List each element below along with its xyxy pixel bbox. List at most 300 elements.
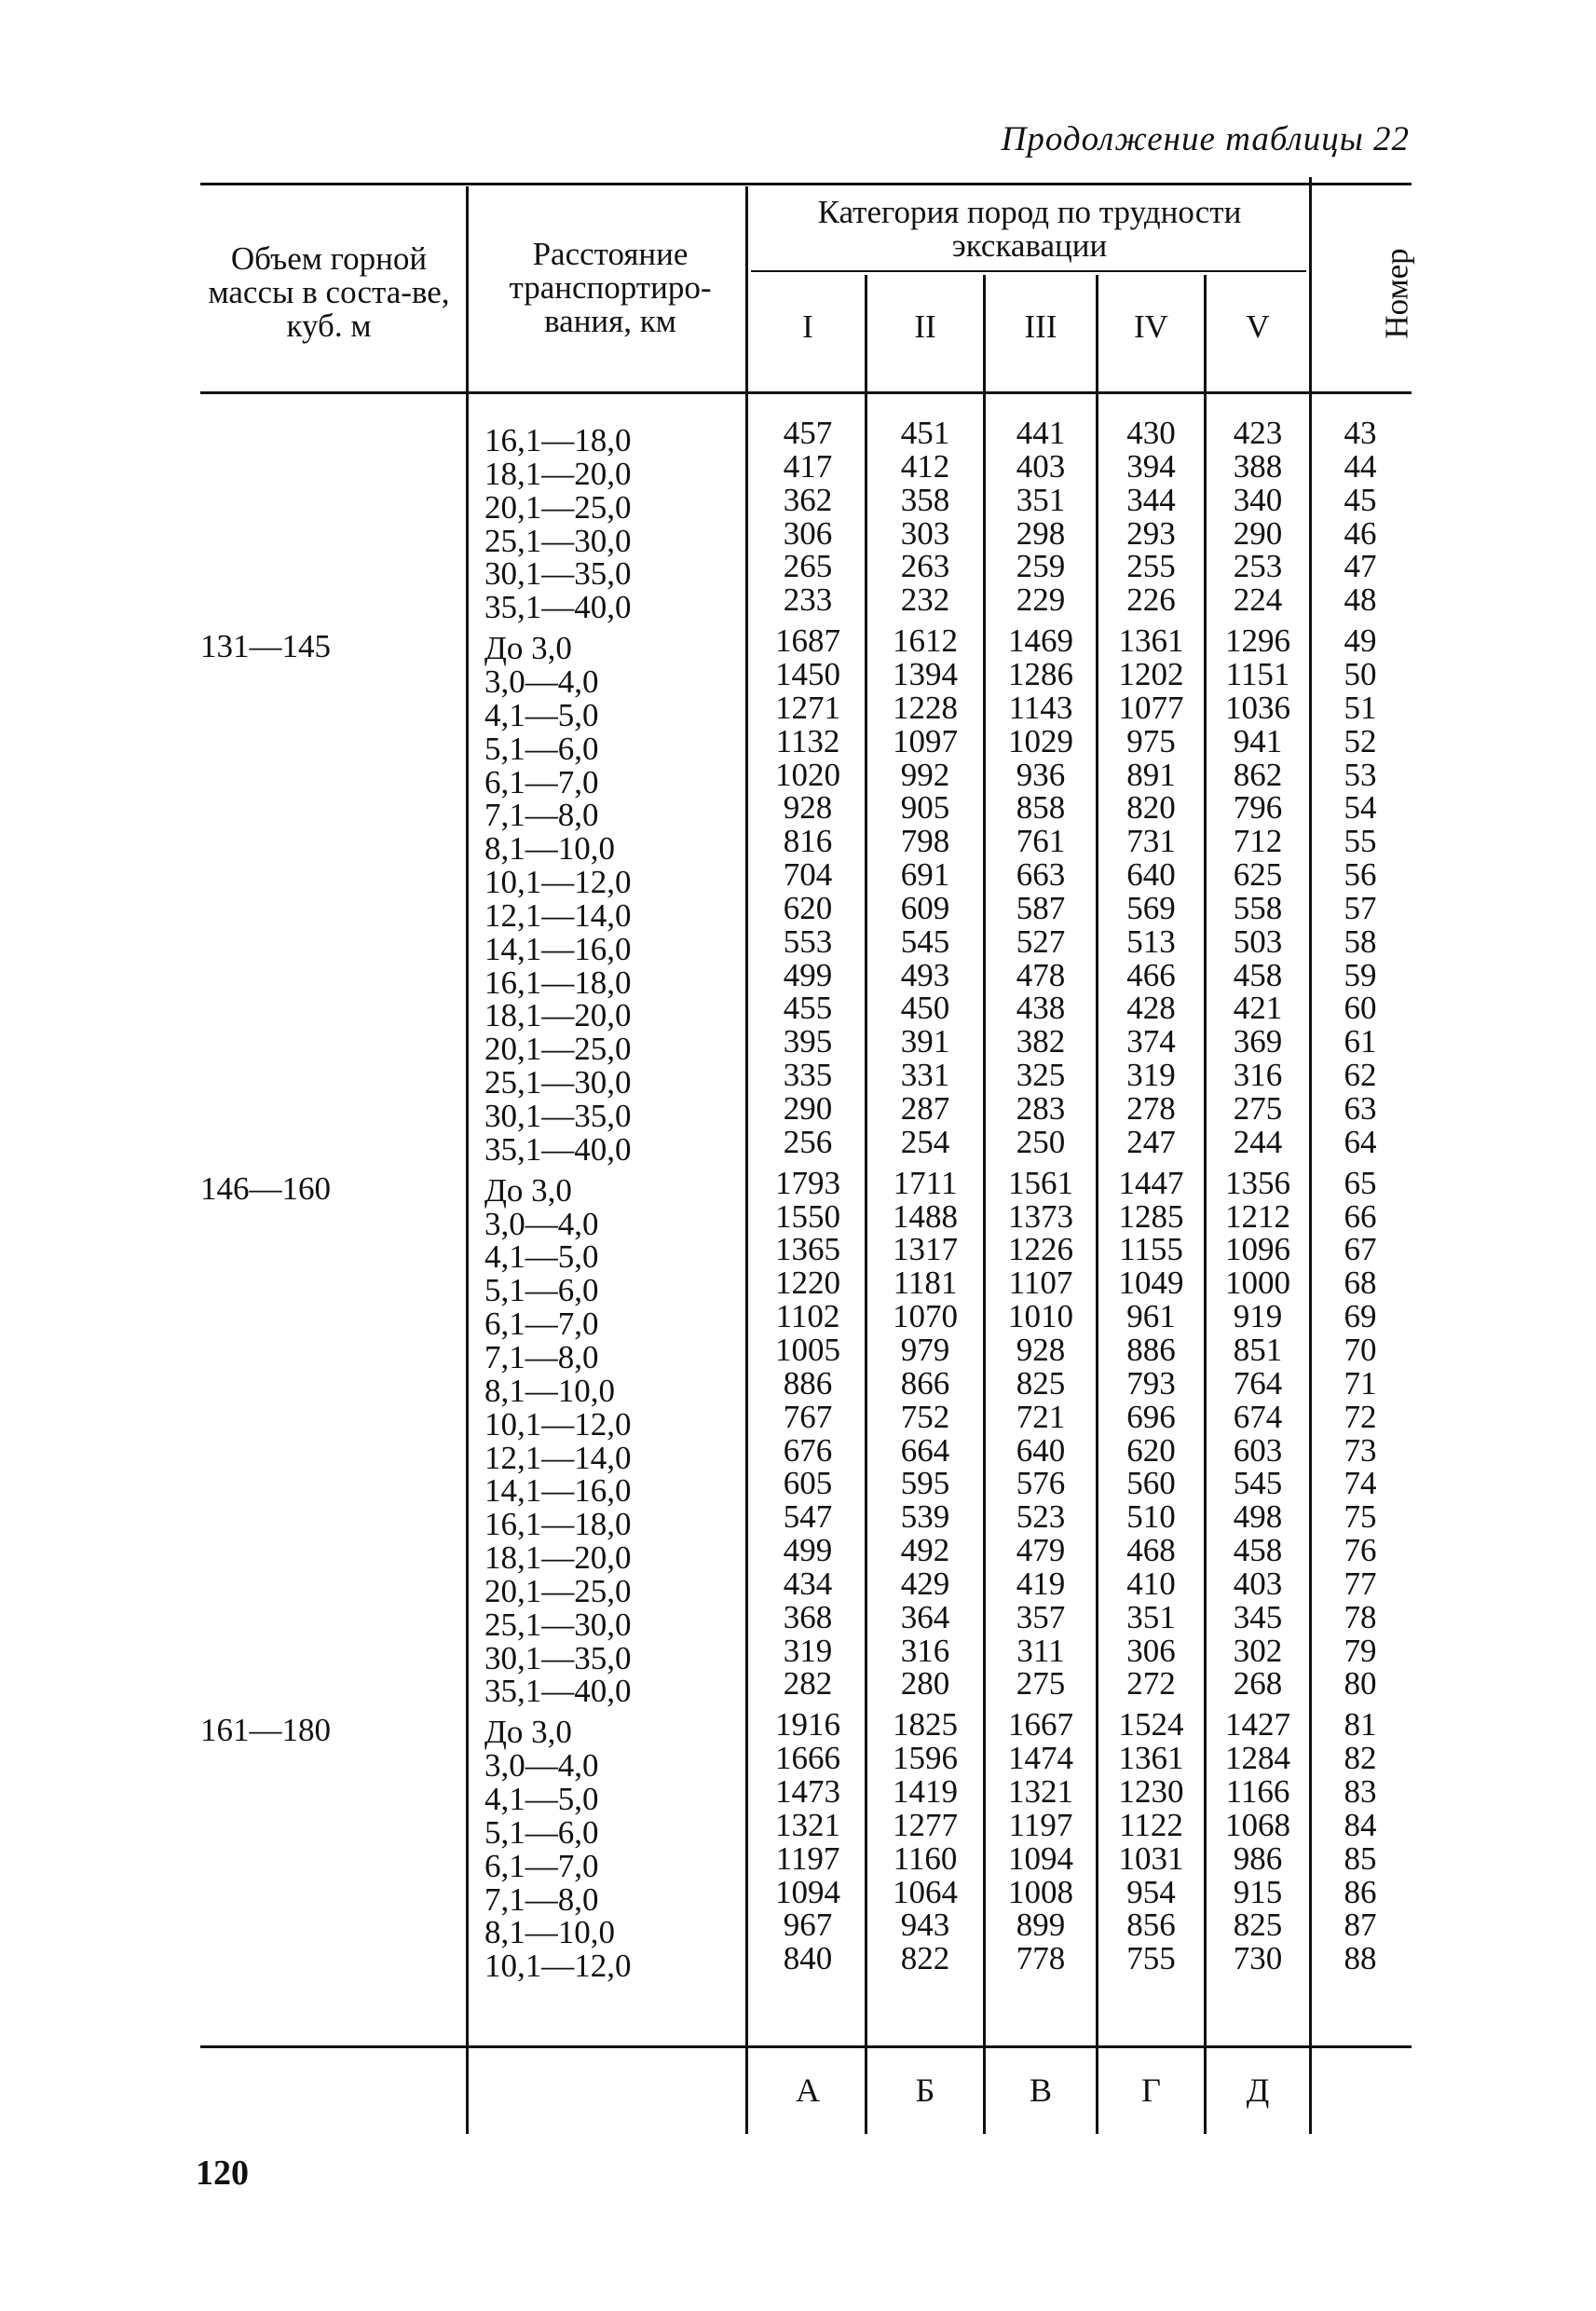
value-cell: 936 (1016, 756, 1066, 793)
value-cell: 755 (1126, 1940, 1176, 1977)
header-roman-1: I (802, 308, 813, 345)
value-cell: 1612 (893, 622, 958, 660)
value-cell: 664 (900, 1431, 950, 1469)
distance-cell: До 3,0 (484, 1714, 572, 1751)
value-cell: 712 (1233, 823, 1283, 860)
row-number-cell: 87 (1344, 1907, 1377, 1944)
value-cell: 1005 (775, 1331, 840, 1368)
distance-cell: 6,1—7,0 (484, 1847, 599, 1884)
value-cell: 816 (783, 823, 833, 860)
value-cell: 306 (1126, 1632, 1176, 1669)
value-cell: 1447 (1118, 1164, 1184, 1201)
value-cell: 306 (783, 514, 833, 552)
value-cell: 290 (783, 1090, 833, 1127)
value-cell: 503 (1233, 923, 1283, 960)
distance-cell: 4,1—5,0 (484, 696, 599, 733)
value-cell: 224 (1233, 581, 1283, 619)
value-cell: 1285 (1118, 1197, 1184, 1235)
value-cell: 410 (1126, 1565, 1176, 1602)
distance-cell: 5,1—6,0 (484, 1272, 599, 1309)
row-number-cell: 74 (1344, 1465, 1377, 1502)
value-cell: 278 (1126, 1090, 1176, 1127)
value-cell: 547 (783, 1498, 833, 1536)
value-cell: 539 (900, 1498, 950, 1536)
value-cell: 1020 (775, 756, 840, 793)
row-number-cell: 55 (1344, 823, 1377, 860)
value-cell: 344 (1126, 481, 1176, 518)
value-cell: 302 (1233, 1632, 1283, 1669)
value-cell: 280 (900, 1665, 950, 1702)
value-cell: 1271 (775, 689, 840, 726)
value-cell: 394 (1126, 447, 1176, 485)
distance-cell: 3,0—4,0 (484, 1747, 599, 1785)
distance-cell: 12,1—14,0 (484, 896, 632, 934)
value-cell: 233 (783, 581, 833, 619)
value-cell: 1361 (1118, 1740, 1184, 1777)
value-cell: 1212 (1225, 1197, 1290, 1235)
value-cell: 1166 (1225, 1773, 1290, 1810)
value-cell: 891 (1126, 756, 1176, 793)
value-cell: 429 (900, 1565, 950, 1602)
value-cell: 943 (900, 1907, 950, 1944)
row-number-cell: 70 (1344, 1331, 1377, 1368)
distance-cell: До 3,0 (484, 1171, 572, 1209)
volume-range: 131—145 (200, 628, 331, 665)
value-cell: 856 (1126, 1907, 1176, 1944)
value-cell: 761 (1016, 823, 1066, 860)
value-cell: 1010 (1008, 1298, 1073, 1335)
value-cell: 1155 (1119, 1231, 1183, 1268)
row-number-cell: 53 (1344, 756, 1377, 793)
value-cell: 455 (783, 990, 833, 1027)
value-cell: 1160 (893, 1839, 958, 1877)
value-cell: 620 (783, 889, 833, 926)
value-cell: 368 (783, 1598, 833, 1635)
distance-cell: 8,1—10,0 (484, 1914, 615, 1951)
row-number-cell: 59 (1344, 956, 1377, 993)
value-cell: 527 (1016, 923, 1066, 960)
value-cell: 357 (1016, 1598, 1066, 1635)
value-cell: 793 (1126, 1364, 1176, 1402)
value-cell: 979 (900, 1331, 950, 1368)
row-number-cell: 50 (1344, 655, 1377, 692)
value-cell: 825 (1233, 1907, 1283, 1944)
value-cell: 674 (1233, 1398, 1283, 1435)
distance-cell: 25,1—30,0 (484, 1606, 632, 1643)
value-cell: 1550 (775, 1197, 840, 1235)
value-cell: 391 (900, 1023, 950, 1060)
value-cell: 730 (1233, 1940, 1283, 1977)
value-cell: 226 (1126, 581, 1176, 619)
row-number-cell: 73 (1344, 1431, 1377, 1469)
value-cell: 595 (900, 1465, 950, 1502)
value-cell: 256 (783, 1123, 833, 1160)
row-number-cell: 88 (1344, 1940, 1377, 1977)
header-volume: Объем горной массы в соста-ве, куб. м (208, 240, 450, 344)
value-cell: 412 (900, 447, 950, 485)
value-cell: 458 (1233, 956, 1283, 993)
value-cell: 369 (1233, 1023, 1283, 1060)
distance-cell: 5,1—6,0 (484, 1813, 599, 1851)
value-cell: 362 (783, 481, 833, 518)
distance-cell: 3,0—4,0 (484, 663, 599, 700)
row-number-cell: 85 (1344, 1839, 1377, 1877)
value-cell: 825 (1016, 1364, 1066, 1402)
value-cell: 545 (900, 923, 950, 960)
distance-cell: 25,1—30,0 (484, 522, 632, 559)
value-cell: 975 (1126, 722, 1176, 759)
value-cell: 1143 (1008, 689, 1073, 726)
value-cell: 1029 (1008, 722, 1073, 759)
value-cell: 1132 (775, 722, 840, 759)
value-cell: 1277 (893, 1806, 958, 1843)
value-cell: 696 (1126, 1398, 1176, 1435)
value-cell: 1220 (775, 1265, 840, 1302)
row-number-cell: 82 (1344, 1740, 1377, 1777)
value-cell: 417 (783, 447, 833, 485)
v-rule-2 (745, 186, 748, 2134)
distance-cell: 6,1—7,0 (484, 1306, 599, 1343)
row-number-cell: 86 (1344, 1873, 1377, 1910)
row-number-cell: 66 (1344, 1197, 1377, 1235)
row-number-cell: 49 (1344, 622, 1377, 660)
value-cell: 767 (783, 1398, 833, 1435)
distance-cell: 3,0—4,0 (484, 1205, 599, 1242)
value-cell: 905 (900, 789, 950, 827)
value-cell: 605 (783, 1465, 833, 1502)
distance-cell: 12,1—14,0 (484, 1439, 632, 1476)
row-number-cell: 75 (1344, 1498, 1377, 1536)
row-number-cell: 64 (1344, 1123, 1377, 1160)
value-cell: 899 (1016, 1907, 1066, 1944)
header-roman-5: V (1246, 308, 1270, 345)
value-cell: 558 (1233, 889, 1283, 926)
row-number-cell: 84 (1344, 1806, 1377, 1843)
value-cell: 928 (1016, 1331, 1066, 1368)
value-cell: 1122 (1119, 1806, 1183, 1843)
value-cell: 1596 (893, 1740, 958, 1777)
value-cell: 961 (1126, 1298, 1176, 1335)
distance-cell: 25,1—30,0 (484, 1064, 632, 1101)
row-number-cell: 60 (1344, 990, 1377, 1027)
value-cell: 866 (900, 1364, 950, 1402)
value-cell: 382 (1016, 1023, 1066, 1060)
page-number: 120 (196, 2154, 249, 2193)
header-category: Категория пород по трудности экскавации (817, 194, 1242, 264)
value-cell: 1427 (1225, 1706, 1290, 1744)
header-roman-3: III (1024, 308, 1057, 345)
row-number-cell: 78 (1344, 1598, 1377, 1635)
value-cell: 1096 (1225, 1231, 1290, 1268)
value-cell: 466 (1126, 956, 1176, 993)
row-number-cell: 63 (1344, 1090, 1377, 1127)
value-cell: 259 (1016, 548, 1066, 585)
value-cell: 1077 (1118, 689, 1184, 726)
distance-cell: 7,1—8,0 (484, 797, 599, 834)
value-cell: 478 (1016, 956, 1066, 993)
distance-cell: 7,1—8,0 (484, 1880, 599, 1918)
value-cell: 492 (900, 1532, 950, 1569)
row-number-cell: 47 (1344, 548, 1377, 585)
value-cell: 1064 (893, 1873, 958, 1910)
row-number-cell: 52 (1344, 722, 1377, 759)
value-cell: 255 (1126, 548, 1176, 585)
row-number-cell: 72 (1344, 1398, 1377, 1435)
value-cell: 752 (900, 1398, 950, 1435)
value-cell: 1228 (893, 689, 958, 726)
value-cell: 287 (900, 1090, 950, 1127)
value-cell: 364 (900, 1598, 950, 1635)
value-cell: 340 (1233, 481, 1283, 518)
distance-cell: 5,1—6,0 (484, 730, 599, 767)
value-cell: 545 (1233, 1465, 1283, 1502)
value-cell: 1197 (775, 1839, 840, 1877)
row-number-cell: 43 (1344, 415, 1377, 451)
value-cell: 1667 (1008, 1706, 1073, 1744)
value-cell: 325 (1016, 1057, 1066, 1094)
value-cell: 335 (783, 1057, 833, 1094)
value-cell: 1321 (775, 1806, 840, 1843)
value-cell: 428 (1126, 990, 1176, 1027)
value-cell: 293 (1126, 514, 1176, 552)
header-distance: Расстояние транспортиро-вания, км (509, 236, 712, 339)
value-cell: 358 (900, 481, 950, 518)
value-cell: 1419 (893, 1773, 958, 1810)
value-cell: 1356 (1225, 1164, 1290, 1201)
value-cell: 1474 (1008, 1740, 1073, 1777)
value-cell: 254 (900, 1123, 950, 1160)
value-cell: 941 (1233, 722, 1283, 759)
value-cell: 451 (900, 415, 950, 451)
value-cell: 247 (1126, 1123, 1176, 1160)
row-number-cell: 58 (1344, 923, 1377, 960)
footer-letter-v: В (1029, 2072, 1052, 2109)
distance-cell: 14,1—16,0 (484, 1472, 632, 1510)
value-cell: 272 (1126, 1665, 1176, 1702)
value-cell: 576 (1016, 1465, 1066, 1502)
value-cell: 1151 (1225, 655, 1290, 692)
value-cell: 1317 (893, 1231, 958, 1268)
value-cell: 1296 (1225, 622, 1290, 660)
value-cell: 253 (1233, 548, 1283, 585)
value-cell: 232 (900, 581, 950, 619)
distance-cell: 18,1—20,0 (484, 1539, 632, 1577)
row-number-cell: 71 (1344, 1364, 1377, 1402)
value-cell: 290 (1233, 514, 1283, 552)
value-cell: 822 (900, 1940, 950, 1977)
distance-cell: 35,1—40,0 (484, 1130, 632, 1168)
value-cell: 441 (1016, 415, 1066, 451)
volume-range: 146—160 (200, 1169, 331, 1207)
value-cell: 388 (1233, 447, 1283, 485)
value-cell: 499 (783, 1532, 833, 1569)
value-cell: 434 (783, 1565, 833, 1602)
value-cell: 395 (783, 1023, 833, 1060)
header-number: Номер (1378, 248, 1415, 339)
distance-cell: 30,1—35,0 (484, 555, 632, 593)
value-cell: 250 (1016, 1123, 1066, 1160)
value-cell: 1181 (893, 1265, 958, 1302)
value-cell: 798 (900, 823, 950, 860)
value-cell: 1107 (1008, 1265, 1073, 1302)
row-number-cell: 67 (1344, 1231, 1377, 1268)
distance-cell: 6,1—7,0 (484, 763, 599, 800)
value-cell: 1373 (1008, 1197, 1073, 1235)
footer-letter-d: Д (1246, 2072, 1270, 2109)
row-number-cell: 48 (1344, 581, 1377, 619)
value-cell: 498 (1233, 1498, 1283, 1536)
value-cell: 886 (1126, 1331, 1176, 1368)
value-cell: 298 (1016, 514, 1066, 552)
value-cell: 499 (783, 956, 833, 993)
table-caption: Продолжение таблицы 22 (1001, 120, 1410, 158)
distance-cell: 35,1—40,0 (484, 589, 632, 626)
row-number-cell: 69 (1344, 1298, 1377, 1335)
distance-cell: 8,1—10,0 (484, 1372, 615, 1409)
distance-cell: 10,1—12,0 (484, 864, 632, 901)
v-rule-7 (1309, 177, 1312, 2134)
value-cell: 569 (1126, 889, 1176, 926)
value-cell: 374 (1126, 1023, 1176, 1060)
value-cell: 919 (1233, 1298, 1283, 1335)
value-cell: 553 (783, 923, 833, 960)
value-cell: 1469 (1008, 622, 1073, 660)
value-cell: 458 (1233, 1532, 1283, 1569)
distance-cell: 18,1—20,0 (484, 455, 632, 492)
row-number-cell: 81 (1344, 1706, 1377, 1744)
value-cell: 851 (1233, 1331, 1283, 1368)
row-number-cell: 76 (1344, 1532, 1377, 1569)
distance-cell: 4,1—5,0 (484, 1238, 599, 1276)
row-number-cell: 46 (1344, 514, 1377, 552)
distance-cell: 35,1—40,0 (484, 1673, 632, 1710)
volume-range: 161—180 (200, 1712, 331, 1749)
value-cell: 764 (1233, 1364, 1283, 1402)
distance-cell: 20,1—25,0 (484, 488, 632, 526)
value-cell: 721 (1016, 1398, 1066, 1435)
value-cell: 1793 (775, 1164, 840, 1201)
value-cell: 1524 (1118, 1706, 1184, 1744)
value-cell: 311 (1016, 1632, 1065, 1669)
value-cell: 886 (783, 1364, 833, 1402)
distance-cell: 30,1—35,0 (484, 1639, 632, 1676)
value-cell: 430 (1126, 415, 1176, 451)
value-cell: 1068 (1225, 1806, 1290, 1843)
value-cell: 640 (1126, 856, 1176, 894)
value-cell: 493 (900, 956, 950, 993)
value-cell: 967 (783, 1907, 833, 1944)
value-cell: 796 (1233, 789, 1283, 827)
distance-cell: 16,1—18,0 (484, 1506, 632, 1543)
value-cell: 1286 (1008, 655, 1073, 692)
value-cell: 954 (1126, 1873, 1176, 1910)
value-cell: 1008 (1008, 1873, 1073, 1910)
value-cell: 1321 (1008, 1773, 1073, 1810)
value-cell: 1361 (1118, 622, 1184, 660)
value-cell: 1036 (1225, 689, 1290, 726)
value-cell: 1070 (893, 1298, 958, 1335)
value-cell: 1031 (1118, 1839, 1184, 1877)
value-cell: 1916 (775, 1706, 840, 1744)
distance-cell: 30,1—35,0 (484, 1098, 632, 1134)
row-number-cell: 77 (1344, 1565, 1377, 1602)
distance-cell: До 3,0 (484, 630, 572, 667)
value-cell: 316 (1233, 1057, 1283, 1094)
value-cell: 820 (1126, 789, 1176, 827)
value-cell: 244 (1233, 1123, 1283, 1160)
distance-cell: 4,1—5,0 (484, 1781, 599, 1817)
row-number-cell: 61 (1344, 1023, 1377, 1060)
value-cell: 1102 (775, 1298, 840, 1335)
value-cell: 915 (1233, 1873, 1283, 1910)
row-number-cell: 56 (1344, 856, 1377, 894)
value-cell: 345 (1233, 1598, 1283, 1635)
value-cell: 265 (783, 548, 833, 585)
value-cell: 275 (1233, 1090, 1283, 1127)
value-cell: 1825 (893, 1706, 958, 1744)
row-number-cell: 65 (1344, 1164, 1377, 1201)
distance-cell: 10,1—12,0 (484, 1948, 632, 1985)
value-cell: 858 (1016, 789, 1066, 827)
footer-letter-a: А (796, 2072, 820, 2109)
value-cell: 986 (1233, 1839, 1283, 1877)
value-cell: 1000 (1225, 1265, 1290, 1302)
row-number-cell: 45 (1344, 481, 1377, 518)
value-cell: 1197 (1008, 1806, 1073, 1843)
value-cell: 620 (1126, 1431, 1176, 1469)
distance-cell: 8,1—10,0 (484, 830, 615, 868)
value-cell: 468 (1126, 1532, 1176, 1569)
value-cell: 691 (900, 856, 950, 894)
value-cell: 403 (1233, 1565, 1283, 1602)
row-number-cell: 80 (1344, 1665, 1377, 1702)
value-cell: 523 (1016, 1498, 1066, 1536)
row-number-cell: 79 (1344, 1632, 1377, 1669)
distance-cell: 18,1—20,0 (484, 997, 632, 1034)
value-cell: 457 (783, 415, 833, 451)
value-cell: 316 (900, 1632, 950, 1669)
value-cell: 731 (1126, 823, 1176, 860)
value-cell: 319 (1126, 1057, 1176, 1094)
value-cell: 351 (1016, 481, 1066, 518)
value-cell: 275 (1016, 1665, 1066, 1702)
table-bottom-rule (200, 2045, 1412, 2048)
value-cell: 438 (1016, 990, 1066, 1027)
value-cell: 1049 (1118, 1265, 1184, 1302)
value-cell: 840 (783, 1940, 833, 1977)
distance-cell: 20,1—25,0 (484, 1031, 632, 1068)
distance-cell: 16,1—18,0 (484, 422, 632, 458)
value-cell: 928 (783, 789, 833, 827)
row-number-cell: 83 (1344, 1773, 1377, 1810)
header-roman-2: II (914, 308, 936, 345)
header-bottom-rule (200, 391, 1412, 394)
value-cell: 1230 (1118, 1773, 1184, 1810)
value-cell: 1094 (775, 1873, 840, 1910)
row-number-cell: 51 (1344, 689, 1377, 726)
value-cell: 450 (900, 990, 950, 1027)
row-number-cell: 68 (1344, 1265, 1377, 1302)
value-cell: 283 (1016, 1090, 1066, 1127)
value-cell: 560 (1126, 1465, 1176, 1502)
distance-cell: 14,1—16,0 (484, 930, 632, 967)
value-cell: 1488 (893, 1197, 958, 1235)
value-cell: 1097 (893, 722, 958, 759)
value-cell: 403 (1016, 447, 1066, 485)
value-cell: 263 (900, 548, 950, 585)
value-cell: 331 (900, 1057, 950, 1094)
value-cell: 1394 (893, 655, 958, 692)
